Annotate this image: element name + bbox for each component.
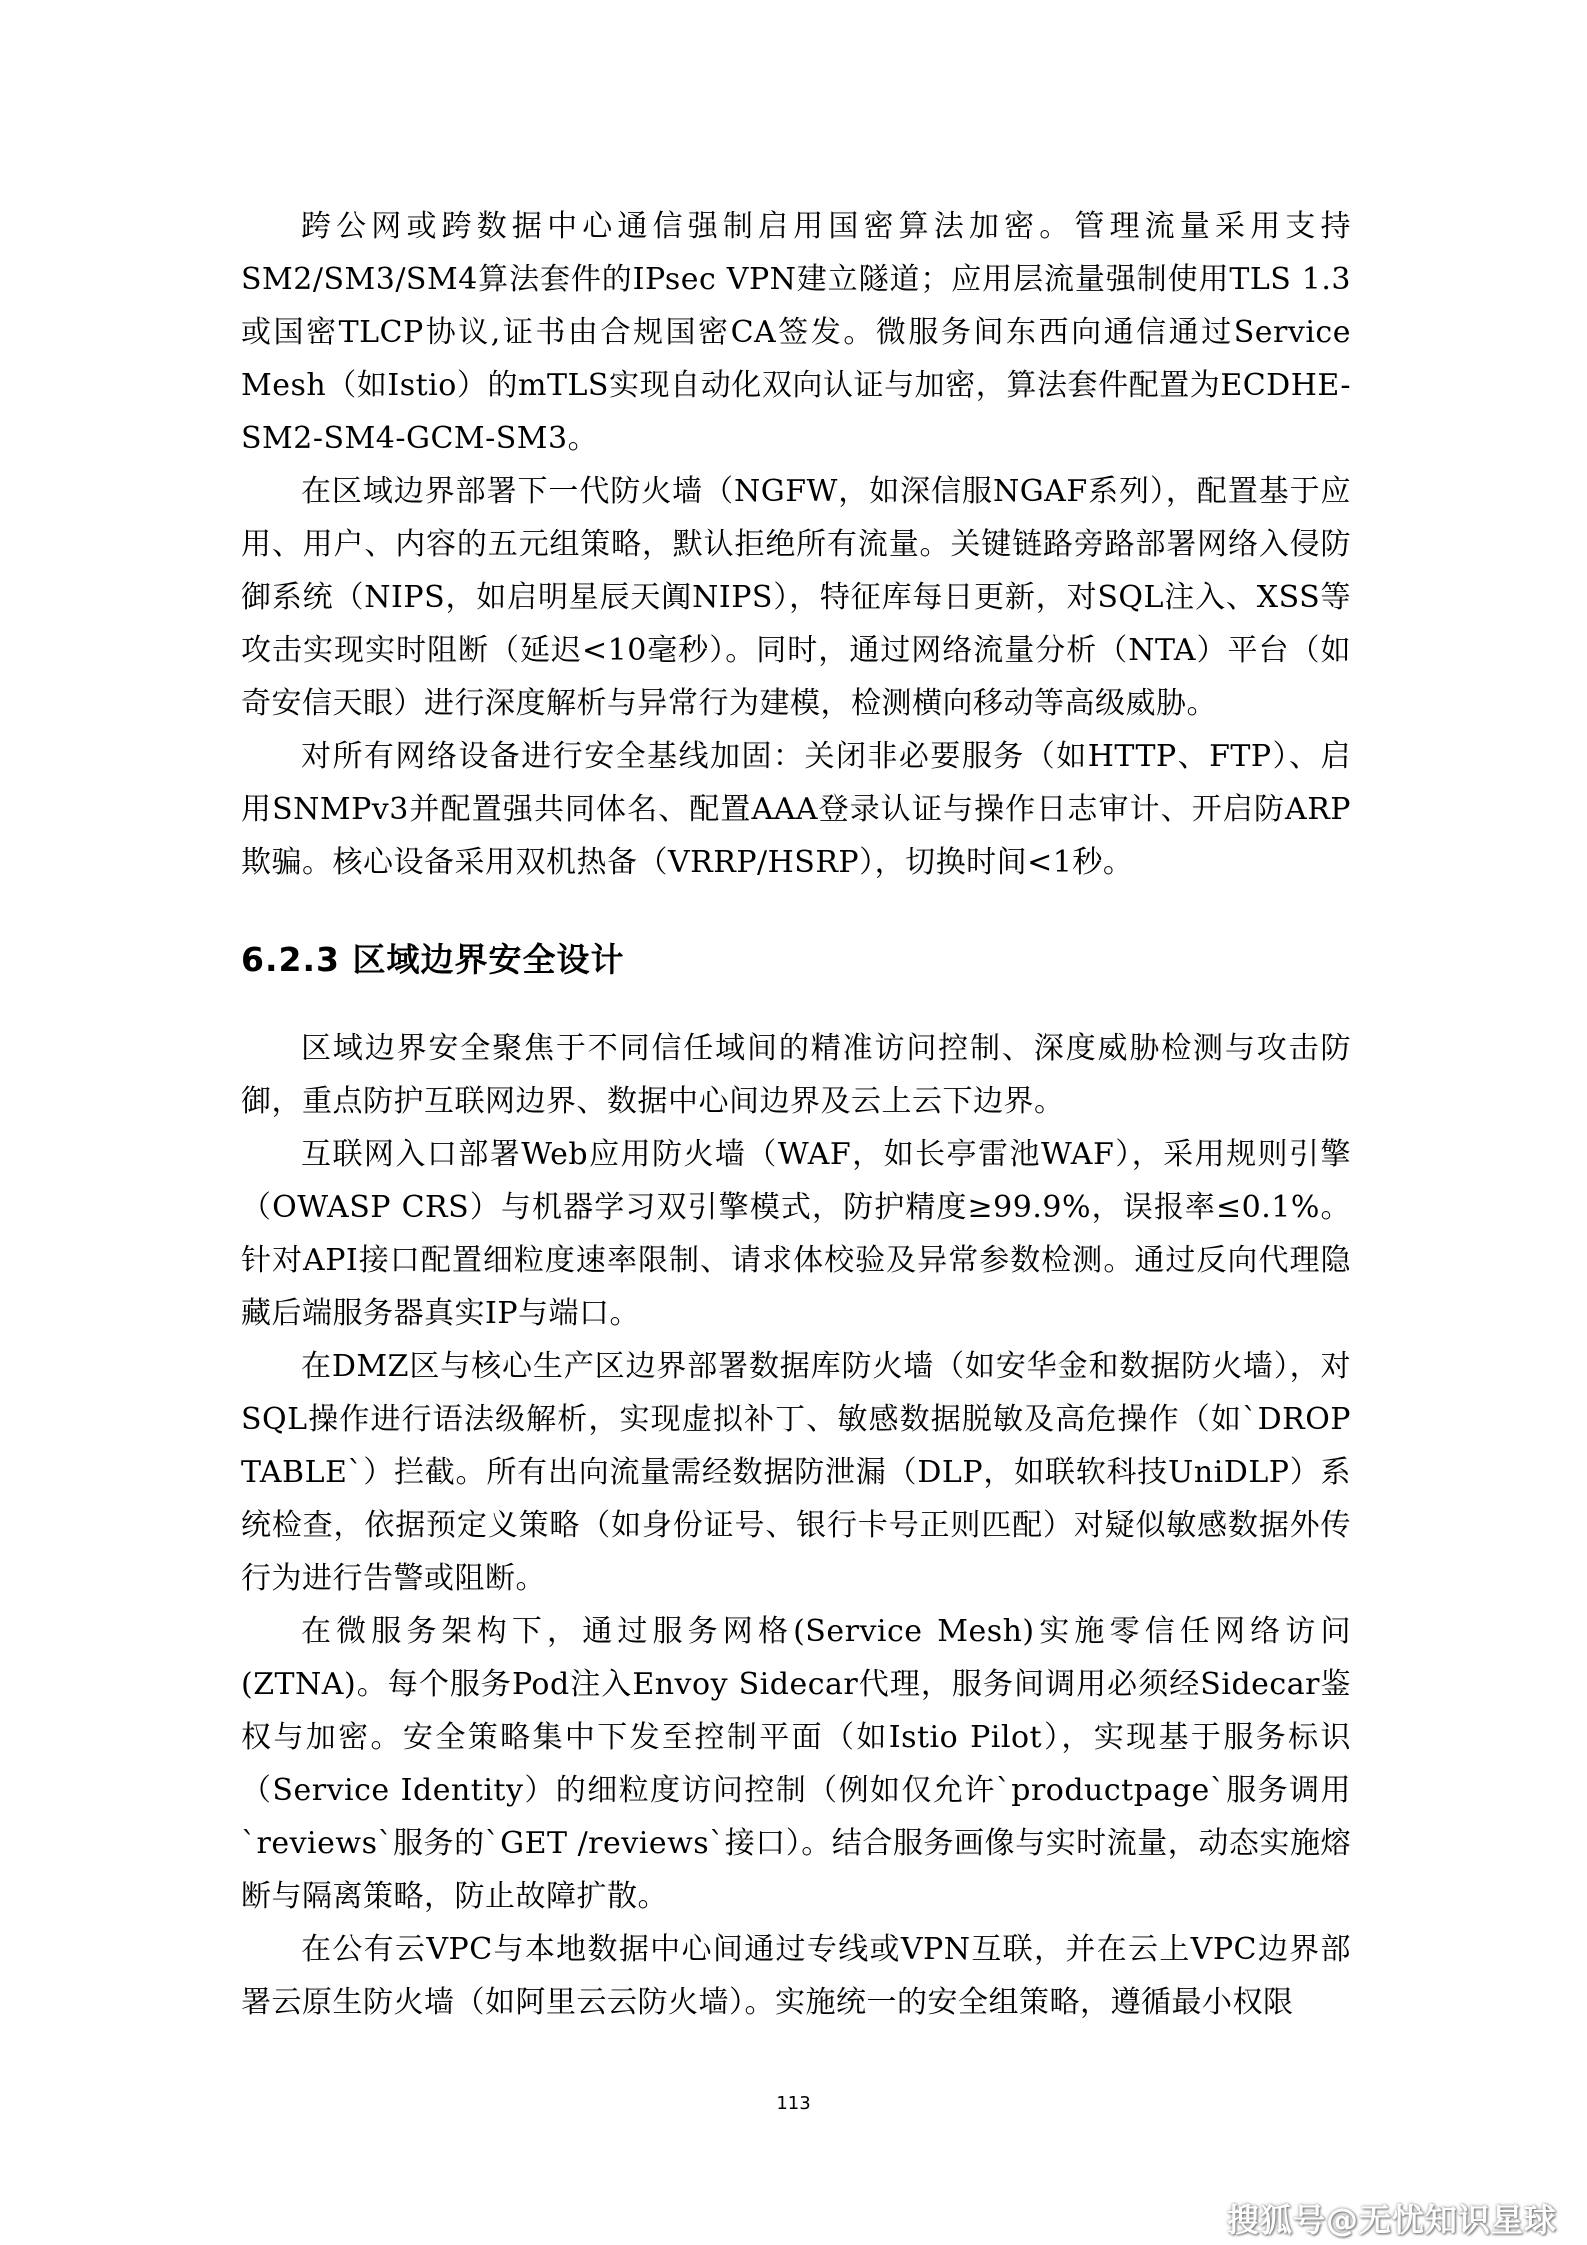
paragraph-baseline: 对所有网络设备进行安全基线加固：关闭非必要服务（如HTTP、FTP）、启用SNMPv3并配置强共同体名、配置AAA登录认证与操作日志审计、开启防ARP欺骗。核心设备采用双机热备（VRRP/HSRP），切换时间<1秒。 xyxy=(241,739,1351,880)
paragraph-cloud-vpc: 在公有云VPC与本地数据中心间通过专线或VPN互联，并在云上VPC边界部署云原生防火墙（如阿里云云防火墙）。实施统一的安全组策略，遵循最小权限 xyxy=(241,1932,1351,2020)
section-623-body xyxy=(241,1022,1351,2029)
section-before-body xyxy=(241,200,1351,889)
page-number: 113 xyxy=(776,2093,811,2114)
paragraph-boundary-intro: 区域边界安全聚焦于不同信任域间的精准访问控制、深度威胁检测与攻击防御，重点防护互联网边界、数据中心间边界及云上云下边界。 xyxy=(241,1031,1351,1119)
watermark: 搜狐号@无忧知识星球 xyxy=(1226,2201,1557,2239)
paragraph-waf: 互联网入口部署Web应用防火墙（WAF，如长亭雷池WAF），采用规则引擎（OWASP CRS）与机器学习双引擎模式，防护精度≥99.9%，误报率≤0.1%。针对API接口配置细粒度速率限制、请求体校验及异常参数检测。通过反向代理隐藏后端服务器真实IP与端口。 xyxy=(241,1137,1351,1331)
paragraph-service-mesh: 在微服务架构下，通过服务网格(Service Mesh)实施零信任网络访问(ZTNA)。每个服务Pod注入Envoy Sidecar代理，服务间调用必须经Sidecar鉴权与加密。安全策略集中下发至控制平面（如Istio Pilot），实现基于服务标识（Service Identity）的细粒度访问控制（例如仅允许`productpage`服务调用`reviews`服务的`GET /reviews`接口）。结合服务画像与实时流量，动态实施熔断与隔离策略，防止故障扩散。 xyxy=(241,1614,1351,1914)
paragraph-encryption: 跨公网或跨数据中心通信强制启用国密算法加密。管理流量采用支持SM2/SM3/SM4算法套件的IPsec VPN建立隧道；应用层流量强制使用TLS 1.3或国密TLCP协议,证书由合规国密CA签发。微服务间东西向通信通过Service Mesh（如Istio）的mTLS实现自动化双向认证与加密，算法套件配置为ECDHE-SM2-SM4-GCM-SM3。 xyxy=(241,209,1351,456)
paragraph-ngfw: 在区域边界部署下一代防火墙（NGFW，如深信服NGAF系列），配置基于应用、用户、内容的五元组策略，默认拒绝所有流量。关键链路旁路部署网络入侵防御系统（NIPS，如启明星辰天阗NIPS），特征库每日更新，对SQL注入、XSS等攻击实现实时阻断（延迟<10毫秒）。同时，通过网络流量分析（NTA）平台（如奇安信天眼）进行深度解析与异常行为建模，检测横向移动等高级威胁。 xyxy=(241,474,1351,721)
section-heading: 6.2.3 区域边界安全设计 xyxy=(241,940,625,979)
paragraph-db-firewall: 在DMZ区与核心生产区边界部署数据库防火墙（如安华金和数据防火墙），对SQL操作进行语法级解析，实现虚拟补丁、敏感数据脱敏及高危操作（如`DROP TABLE`）拦截。所有出向流量需经数据防泄漏（DLP，如联软科技UniDLP）系统检查，依据预定义策略（如身份证号、银行卡号正则匹配）对疑似敏感数据外传行为进行告警或阻断。 xyxy=(241,1349,1351,1596)
